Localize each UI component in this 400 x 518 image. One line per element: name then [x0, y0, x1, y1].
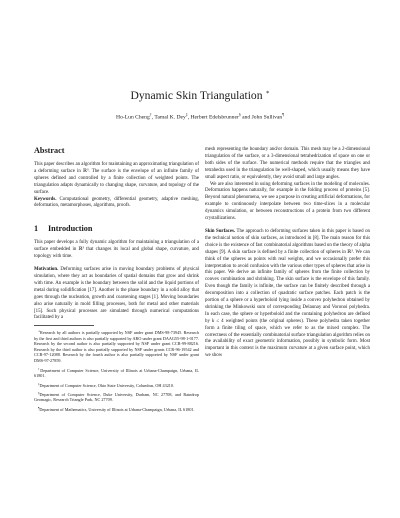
footnote	[34, 367, 199, 379]
footnote-text: Department of Mathematics, University of Illinois at Urbana-Champaign, Urbana, IL 61801.	[39, 406, 195, 412]
paper-title: Dynamic Skin Triangulation ∗	[130, 89, 270, 102]
section-title: Introduction	[48, 224, 93, 234]
keywords-text: Computational geometry, differential geometry, adaptive meshing, deformation, metamorphoses, algorithms, proofs.	[34, 196, 199, 209]
author-separator: ,	[151, 114, 155, 121]
motivation-label: Motivation.	[34, 267, 59, 273]
author-mark: ¶	[282, 113, 284, 117]
author-name: Tamal K. Dey	[154, 114, 186, 121]
footnote	[34, 382, 199, 388]
motivation-text: Deforming surfaces arise in moving boundary problems of physical simulation, where they act as boundaries of spatial domains that grow and shrink with time. An example is the boundary between the solid and the liquid portions of metal during solidification [17]. Another is the phase boundary in a solid alloy that goes through the nucleation, growth and coarsening stages [1]. Moving boundaries also arise naturally in mold filling processes, both for metal and other materials [15]. Such physical processes are simulated through numerical computations facilitated by a	[34, 267, 199, 321]
motivation-paragraph	[34, 267, 199, 322]
intro-heading	[34, 224, 199, 234]
author-mark: †	[149, 113, 152, 117]
author-mark: ‡	[185, 113, 188, 117]
footnote	[34, 391, 199, 403]
footnote-mark: †	[38, 366, 41, 371]
footnote-rule	[34, 325, 94, 326]
footnote-mark: ¶	[38, 406, 40, 411]
keywords	[34, 197, 199, 211]
footnote	[34, 329, 199, 363]
author-separator: and	[240, 114, 252, 121]
abstract-text: This paper describes an algorithm for maintaining an approximating triangulation of a deforming surface in ℝ³. The surface is the envelope of an infinite family of spheres defined and controlled by a finite collection of weighted points. The triangulation adapts dynamically to changing shape, curvature, and topology of the surface.	[34, 162, 199, 195]
footnote-mark: §	[38, 391, 40, 396]
footnote-text: Research by all authors is partially supported by NSF under grant DMS-98-73945. Research by the first and third authors is also partially supported by ARO under grant DAAG55-98-1-0177. Research by the second author is also partially supported by NSF under grant CCR-99-88216. Research by the third author is also partially supported by NSF under grants CCR-96-19542 and CCR-97-12088. Research by the fourth author is also partially supported by NSF under grant DMS-97-27859.	[34, 330, 199, 364]
keywords-label: Keywords.	[34, 196, 57, 202]
author-separator: ,	[187, 114, 191, 121]
footnote	[34, 406, 199, 412]
footnote-text: Department of Computer Science, Duke University, Durham, NC 27708, and Raindrop Geomagic, Research Triangle Park, NC 27709.	[34, 391, 199, 403]
intro-paragraph: This paper develops a fully dynamic algorithm for maintaining a triangulation of a surface embedded in ℝ³ that changes its local and global shape, curvature, and topology with time.	[34, 240, 199, 260]
skin-surfaces-paragraph	[205, 229, 370, 360]
author-name: Herbert Edelsbrunner	[190, 114, 239, 121]
author-name: John Sullivan	[251, 114, 283, 121]
footnote-mark: ∗	[38, 329, 41, 334]
footnote-text: Department of Computer Science, University of Illinois at Urbana-Champaign, Urbana, IL 61801.	[34, 367, 199, 379]
footnote-text: Department of Computer Science, Ohio State University, Columbus, OH 43210.	[39, 382, 175, 388]
abstract-heading: Abstract	[34, 146, 65, 155]
author-name: Ho-Lun Cheng	[116, 114, 150, 121]
body-paragraph: We are also interested in using deforming surfaces in the modeling of molecules. Deformation happens naturally, for example in the folding process of proteins [5]. Beyond natural phenomena, we see a purpose in creating artificial deformations, for example to continuously interpolate between two time-slices in a molecular dynamics simulation, or between reconstructions of a protein from two different crystallizations.	[205, 181, 370, 222]
title-footnote-mark: ∗	[265, 90, 270, 96]
author-mark: §	[238, 113, 241, 117]
author-line	[0, 112, 400, 121]
right-column	[205, 147, 370, 360]
skin-surfaces-label: Skin Surfaces.	[205, 228, 236, 234]
left-column	[34, 146, 199, 415]
footnote-mark: ‡	[38, 381, 40, 386]
body-paragraph: mesh representing the boundary and/or domain. This mesh may be a 2-dimensional triangulation of the surface, or a 3-dimensional tetrahedrization of space on one or both sides of the surface. The numerical methods require that the triangles and tetrahedra used in the triangulation be well-shaped, which usually means they have small aspect ratio, or equivalently, they avoid small and large angles.	[205, 147, 370, 180]
skin-surfaces-text: The approach to deforming surfaces taken in this paper is based on the technical notion of skin surfaces, as introduced in [8]. The main reason for this choice is the existence of fast combinatorial algorithms based on the theory of alpha shapes [9]. A skin surface is defined by a finite collection of spheres in ℝ³. We can think of the spheres as points with real weights, and we occasionally prefer this interpretation to avoid confusion with the various other types of spheres that arise in this paper. We derive an infinite family of spheres from the finite collection by convex combination and shrinking. The skin surface is the envelope of this family. Even though the family is infinite, the surface can be finitely described through a decomposition into a collection of quadratic surface patches. Each patch is the portion of a sphere or a hyperboloid lying inside a convex polyhedron obtained by shrinking the Minkowski sum of corresponding Delaunay and Voronoi polyhedra. In each case, the sphere or hyperboloid and the containing polyhedron are defined by k ≤ 4 weighted points (the original spheres). These polyhedra taken together form a finite tiling of space, which we refer to as the mixed complex. The correctness of the essentially combinatorial surface triangulation algorithm relies on the availability of exact geometric information, possibly in symbolic form. Most important in this context is the maximum curvature at a given surface point, which we show	[205, 228, 370, 359]
section-number: 1	[34, 224, 39, 234]
footnotes	[34, 329, 199, 412]
